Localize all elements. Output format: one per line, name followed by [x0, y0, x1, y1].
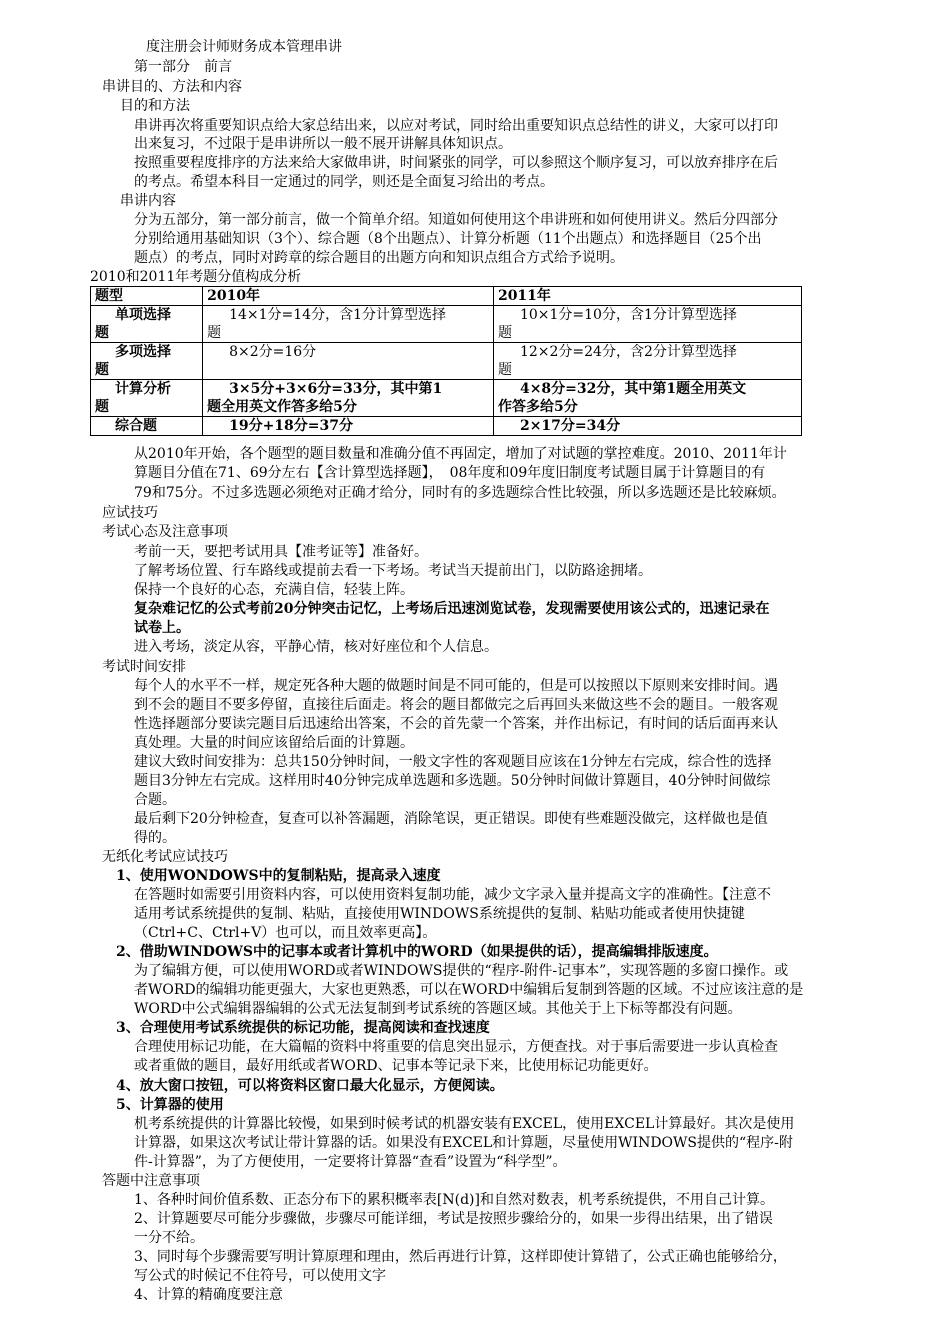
- emphasis-line: 试卷上。: [134, 620, 190, 636]
- list-item: 1、各种时间价值系数、正态分布下的累积概率表[N(d)]和自然对数表，机考系统提供，不用自己计算。: [134, 1192, 774, 1208]
- cell-text: 题: [95, 399, 109, 415]
- cell-type: [91, 417, 203, 436]
- paragraph-line: 串讲再次将重要知识点给大家总结出来，以应对考试，同时给出重要知识点总结性的讲义，大家可以打印: [134, 118, 778, 134]
- cell-2010: [203, 343, 494, 380]
- cell-text: 14×1分=14分，含1分计算型选择: [229, 307, 446, 323]
- emphasis-line: 复杂难记忆的公式考前20分钟突击记忆，上考场后迅速浏览试卷，发现需要使用该公式的，迅速记录在: [134, 601, 770, 617]
- cell-text: 4×8分=32分，其中第1题全用英文: [519, 381, 747, 397]
- paragraph-line: 机考系统提供的计算器比较慢，如果到时候考试的机器安装有EXCEL，使用EXCEL计算最好。其次是使用: [134, 1116, 795, 1132]
- paragraph-line: 或者重做的题目，最好用纸或者WORD、记事本等记录下来，比使用标记功能更好。: [134, 1058, 658, 1074]
- paragraph-line: 79和75分。不过多选题必须绝对正确才给分，同时有的多选题综合性比较强，所以多选题还是比较麻烦。: [134, 485, 786, 501]
- paragraph-line: 适用考试系统提供的复制、粘贴，直接使用WINDOWS系统提供的复制、粘贴功能或者使用快捷键: [134, 906, 745, 922]
- table-row: [91, 380, 802, 417]
- header-cell-2010: 2010年: [203, 287, 494, 306]
- paragraph-line: 计算器，如果这次考试让带计算器的话。如果没有EXCEL和计算题，尽量使用WINDOWS提供的“程序-附: [134, 1135, 793, 1151]
- paragraph-line: 者WORD的编辑功能更强大，大家也更熟悉，可以在WORD中编辑后复制到答题的区域。不过应该注意的是: [134, 982, 804, 998]
- paragraph-line: （Ctrl+C、Ctrl+V）也可以，而且效率更高】。: [134, 925, 437, 941]
- cell-text: 10×1分=10分，含1分计算型选择: [519, 307, 737, 323]
- tip-heading: 5、计算器的使用: [116, 1097, 224, 1113]
- cell-2010: [203, 306, 494, 343]
- tip-heading: 4、放大窗口按钮，可以将资料区窗口最大化显示，方便阅读。: [116, 1078, 504, 1094]
- section-heading-skills: 应试技巧: [102, 505, 158, 521]
- paragraph-line: 性选择题部分要读完题目后迅速给出答案，不会的首先蒙一个答案，并作出标记，有时间的话后面再来认: [134, 716, 778, 732]
- paragraph-line: 从2010年开始，各个题型的题目数量和准确分值不再固定，增加了对试题的掌控难度。2010、2011年计: [134, 446, 787, 462]
- cell-type: [91, 306, 203, 343]
- cell-2011: [493, 380, 801, 417]
- paragraph-line: 出来复习，不过限于是串讲所以一般不展开讲解具体知识点。: [134, 136, 512, 152]
- paragraph-line: 合题。: [134, 792, 176, 808]
- section-heading-purpose: 串讲目的、方法和内容: [102, 79, 242, 95]
- score-table: [90, 286, 802, 436]
- paragraph-line: 在答题时如需要引用资料内容，可以使用资料复制功能，减少文字录入量并提高文字的准确性。【注意不: [134, 887, 771, 903]
- cell-text: 8×2分=16分: [229, 344, 317, 360]
- paragraph-line: 分为五部分，第一部分前言，做一个简单介绍。知道如何使用这个串讲班和如何使用讲义。然后分四部分: [134, 212, 778, 228]
- paragraph-line: 真处理。大量的时间应该留给后面的计算题。: [134, 735, 414, 751]
- table-caption: 2010和2011年考题分值构成分析: [90, 269, 302, 285]
- paragraph-line: 件-计算器”，为了方便使用，一定要将计算器“查看”设置为“科学型”。: [134, 1154, 567, 1170]
- paragraph-line: WORD中公式编辑器编辑的公式无法复制到考试系统的答题区域。其他关于上下标等都没有问题。: [134, 1001, 742, 1017]
- list-item: 进入考场，淡定从容，平静心情，核对好座位和个人信息。: [134, 639, 498, 655]
- doc-title: 度注册会计师财务成本管理串讲: [146, 39, 342, 55]
- subheading-goal: 目的和方法: [120, 98, 190, 114]
- subheading-time: 考试时间安排: [102, 659, 186, 675]
- cell-text: 题: [95, 325, 109, 341]
- paragraph-line: 合理使用标记功能，在大篇幅的资料中将重要的信息突出显示，方便查找。对于事后需要进一步认真检查: [134, 1039, 778, 1055]
- list-item: 考前一天，要把考试用具【准考证等】准备好。: [134, 544, 428, 560]
- cell-text: 3×5分+3×6分=33分，其中第1: [229, 381, 443, 397]
- cell-text: 19分+18分=37分: [229, 418, 354, 434]
- cell-text: 题: [95, 362, 109, 378]
- cell-text: [207, 361, 493, 379]
- cell-text: 2×17分=34分: [519, 418, 621, 434]
- paragraph-line: 题目3分钟左右完成。这样用时40分钟完成单选题和多选题。50分钟时间做计算题目，40分钟时间做综: [134, 773, 771, 789]
- table-header-row: [91, 287, 802, 306]
- cell-2011: [493, 343, 801, 380]
- paragraph-line: 得的。: [134, 830, 176, 846]
- paragraph-line: 题点）的考点，同时对跨章的综合题目的出题方向和知识点组合方式给予说明。: [134, 250, 624, 266]
- list-item: 了解考场位置、行车路线或提前去看一下考场。考试当天提前出门，以防路途拥堵。: [134, 563, 652, 579]
- list-item: 一分不给。: [134, 1230, 204, 1246]
- cell-2011: [493, 417, 801, 436]
- part-heading: 第一部分 前言: [134, 59, 232, 75]
- paragraph-line: 分别给通用基础知识（3个）、综合题（8个出题点）、计算分析题（11个出题点）和选择题目（25个出: [134, 231, 762, 247]
- paragraph-line: 为了编辑方便，可以使用WORD或者WINDOWS提供的“程序-附件-记事本”，实现答题的多窗口操作。或: [134, 963, 789, 979]
- tip-heading: 2、借助WINDOWS中的记事本或者计算机中的WORD（如果提供的话），提高编辑排版速度。: [116, 944, 718, 960]
- list-item: 写公式的时候记不住符号，可以使用文字: [134, 1268, 386, 1284]
- paragraph-line: 的考点。希望本科目一定通过的同学，则还是全面复习给出的考点。: [134, 174, 554, 190]
- cell-text: 计算分析: [115, 381, 171, 397]
- paragraph-line: 建议大致时间安排为：总共150分钟时间，一般文字性的客观题目应该在1分钟左右完成，综合性的选择: [134, 754, 772, 770]
- cell-text: 题: [207, 325, 222, 341]
- table-row: [91, 343, 802, 380]
- tip-heading: 1、使用WONDOWS中的复制粘贴，提高录入速度: [116, 868, 441, 884]
- tip-heading: 3、合理使用考试系统提供的标记功能，提高阅读和查找速度: [116, 1020, 490, 1036]
- subheading-mindset: 考试心态及注意事项: [102, 524, 228, 540]
- cell-text: 题全用英文作答多给5分: [207, 399, 357, 415]
- subheading-content: 串讲内容: [120, 193, 176, 209]
- cell-text: 题: [497, 362, 512, 378]
- cell-2011: [493, 306, 801, 343]
- subheading-answer: 答题中注意事项: [102, 1173, 200, 1189]
- cell-type: [91, 343, 203, 380]
- cell-text: 单项选择: [115, 307, 171, 323]
- list-item: 2、计算题要尽可能分步骤做，步骤尽可能详细，考试是按照步骤给分的，如果一步得出结果，出了错误: [134, 1211, 773, 1227]
- list-item: 3、同时每个步骤需要写明计算原理和理由，然后再进行计算，这样即使计算错了，公式正确也能够给分，: [134, 1249, 787, 1265]
- cell-text: 题: [497, 325, 512, 341]
- cell-text: 多项选择: [115, 344, 171, 360]
- header-cell-2011: 2011年: [493, 287, 801, 306]
- paragraph-line: 算题目分值在71、69分左右【含计算型选择题】， 08年度和09年度旧制度考试题目属于计算题目的有: [134, 465, 766, 481]
- paragraph-line: 每个人的水平不一样，规定死各种大题的做题时间是不同可能的，但是可以按照以下原则来安排时间。遇: [134, 678, 778, 694]
- subheading-paperless: 无纸化考试应试技巧: [102, 849, 228, 865]
- table-row: [91, 306, 802, 343]
- cell-2010: [203, 380, 494, 417]
- cell-text: 综合题: [115, 418, 157, 434]
- list-item: 保持一个良好的心态，充满自信，轻装上阵。: [134, 582, 414, 598]
- header-cell-type: 题型: [91, 287, 203, 306]
- cell-2010: [203, 417, 494, 436]
- list-item: 4、计算的精确度要注意: [134, 1287, 283, 1303]
- cell-text: 12×2分=24分，含2分计算型选择: [519, 344, 737, 360]
- table-row: [91, 417, 802, 436]
- paragraph-line: 按照重要程度排序的方法来给大家做串讲，时间紧张的同学，可以参照这个顺序复习，可以放弃排序在后: [134, 155, 778, 171]
- cell-type: [91, 380, 203, 417]
- cell-text: 作答多给5分: [497, 399, 578, 415]
- paragraph-line: 到不会的题目不要多停留，直接往后面走。将会的题目都做完之后再回头来做这些不会的题目。一般客观: [134, 697, 778, 713]
- paragraph-line: 最后剩下20分钟检查，复查可以补答漏题，消除笔误，更正错误。即使有些难题没做完，这样做也是值: [134, 811, 768, 827]
